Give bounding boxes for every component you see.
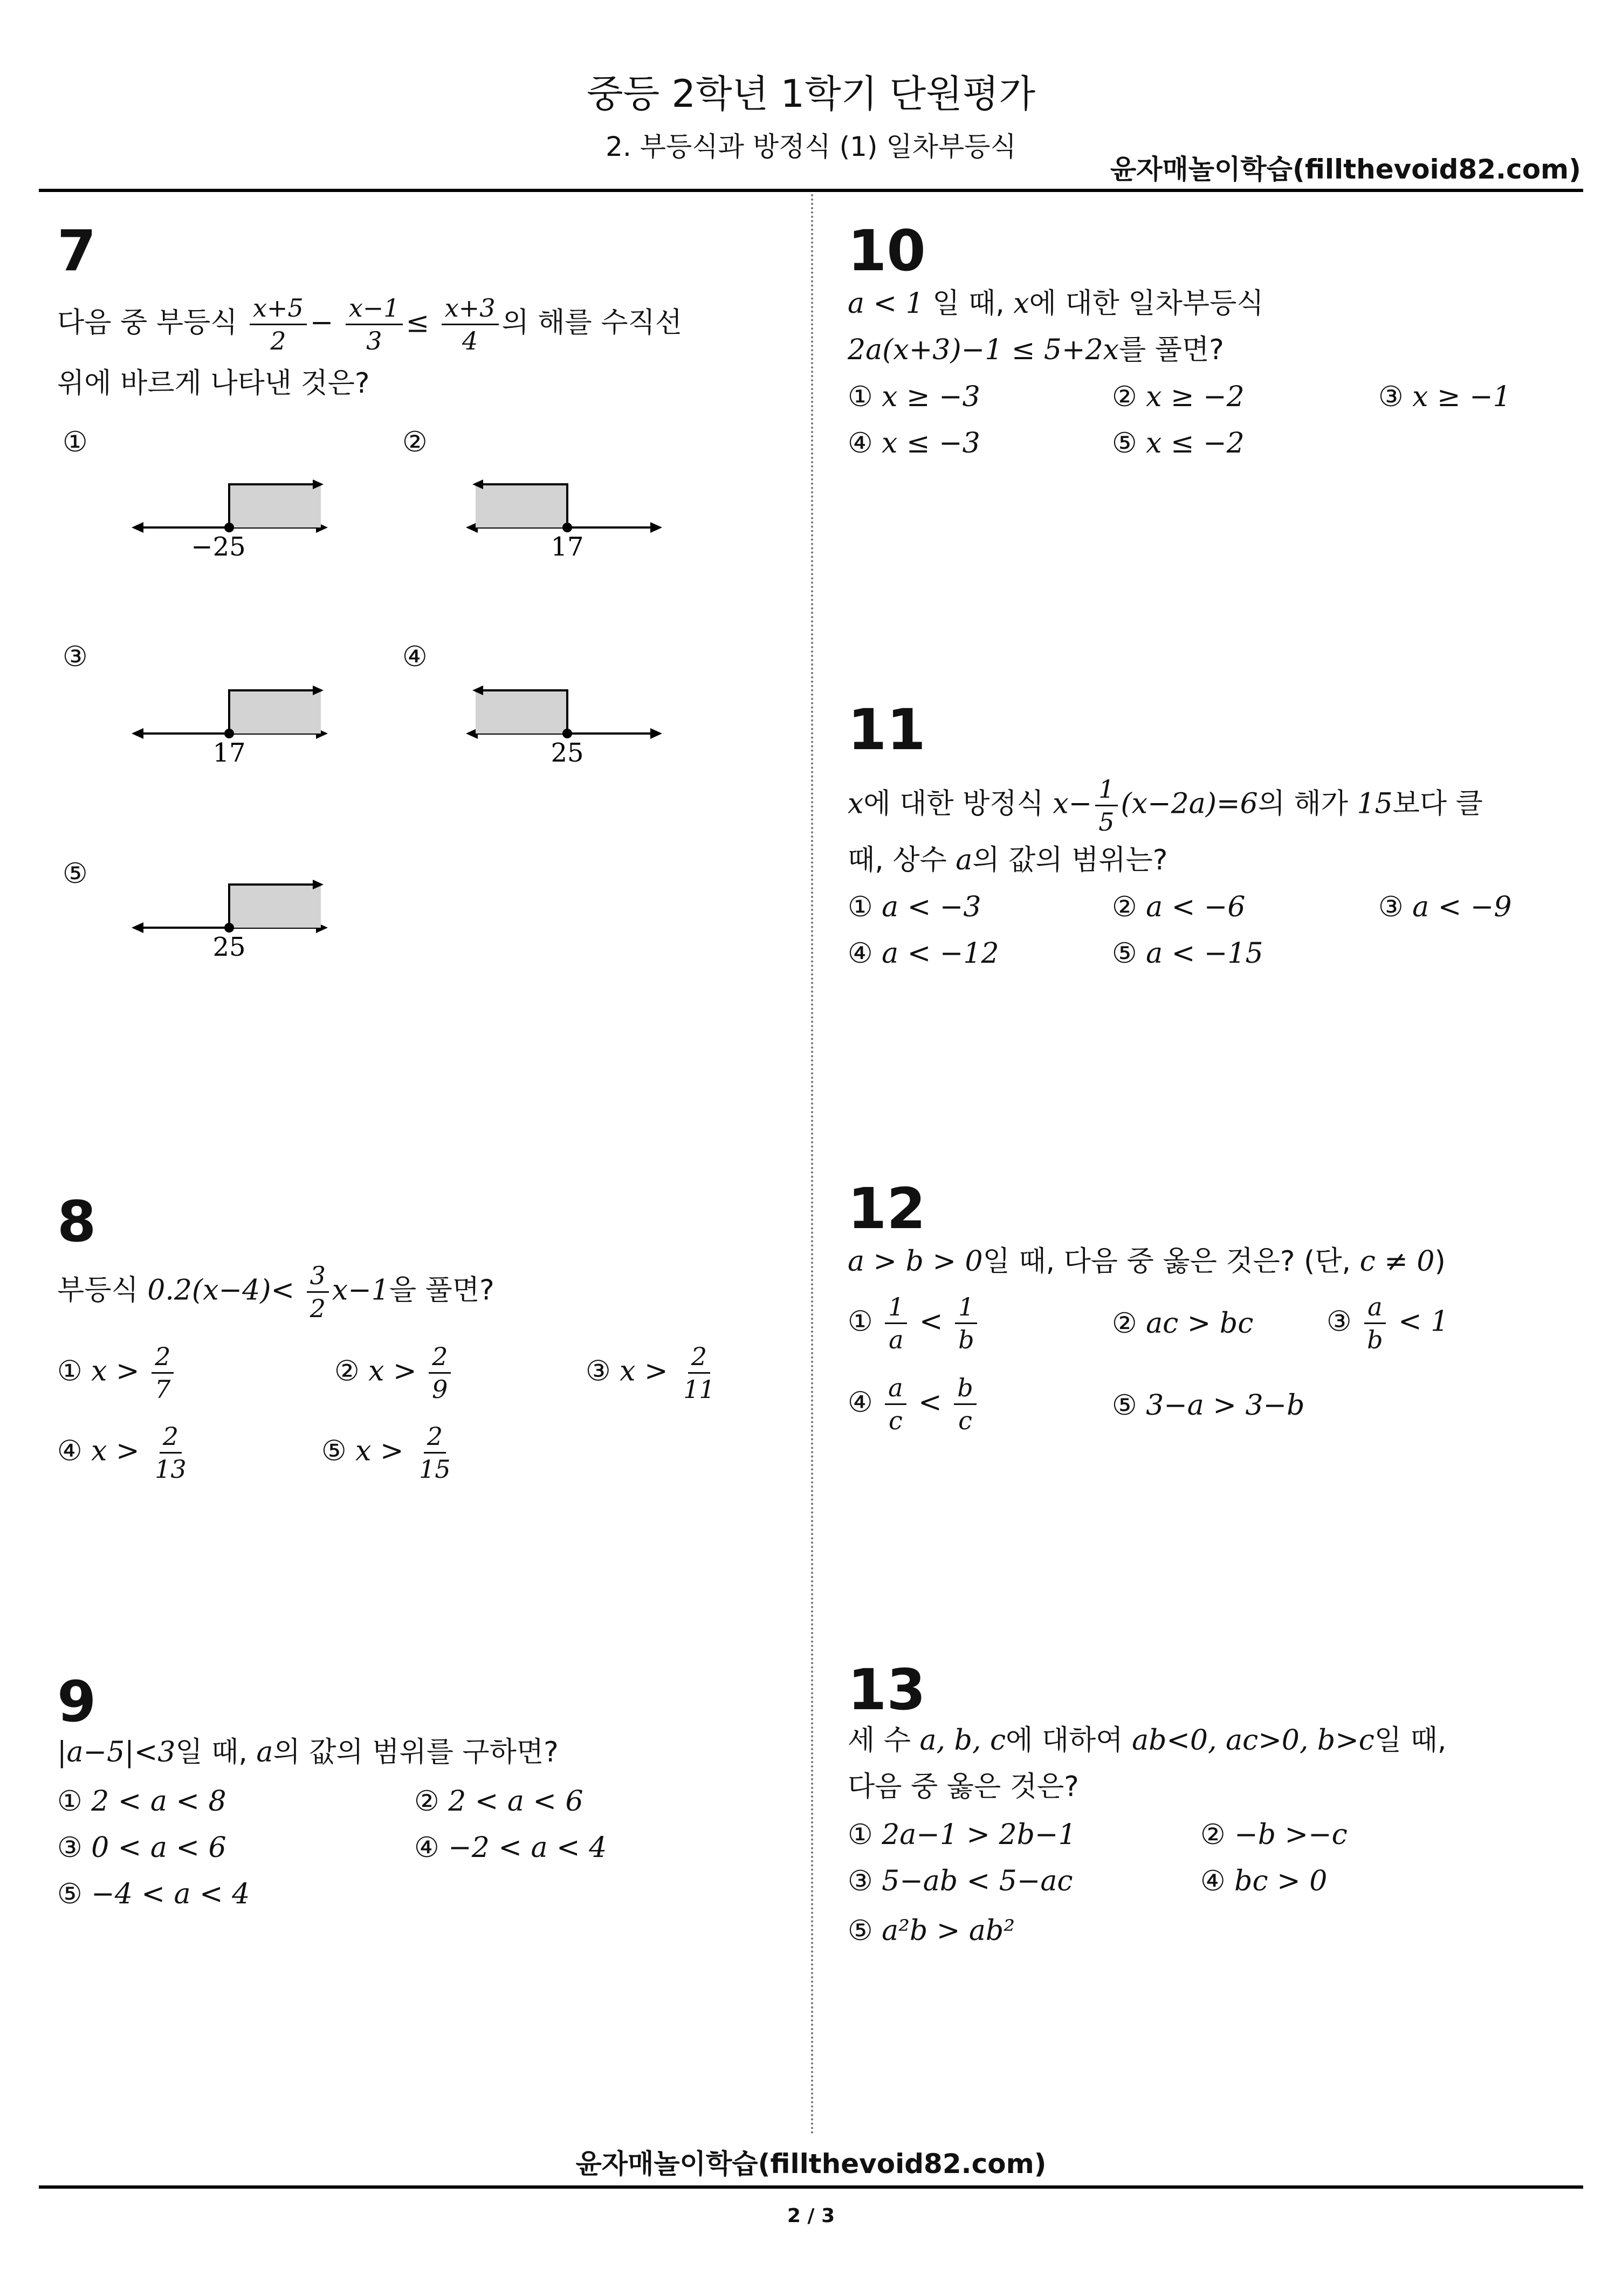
q13-choice-3[interactable] [848, 1865, 1073, 1897]
choice-text: x ≥ −3 [882, 381, 980, 413]
q11-f-denominator: 5 [1098, 807, 1115, 837]
q10-var: x [1013, 287, 1029, 320]
q7-f3-denominator: 4 [462, 326, 478, 355]
q7-stem-line2: 위에 바르게 나타낸 것은? [57, 367, 370, 400]
denominator: c [958, 1406, 972, 1435]
q9-choice-3[interactable] [57, 1832, 226, 1864]
choice-mark: ① [57, 1355, 83, 1388]
q9-expr: |a−5|<3 [57, 1736, 176, 1769]
choice-fraction [680, 1341, 718, 1405]
q11-t3: 보다 클 [1392, 787, 1483, 820]
solution-shade [229, 885, 321, 928]
q10-c1: a < 1 [848, 287, 924, 320]
choice-mark: ① [848, 381, 873, 413]
numerator: a [1364, 1291, 1385, 1324]
q7-choice-2-mark[interactable]: ② [402, 426, 428, 458]
q13-stem-line2: 다음 중 옳은 것은? [848, 1771, 1079, 1803]
q12-t1: 일 때, 다음 중 옳은 것은? (단, [982, 1245, 1351, 1278]
choice-text: 3−a > 3−b [1146, 1389, 1305, 1422]
choice-mark: ② [1112, 381, 1137, 413]
choice-text: a²b > ab² [882, 1915, 1015, 1947]
denominator: 7 [155, 1375, 171, 1404]
q12-choice-2[interactable] [1112, 1307, 1253, 1340]
q8-f-numerator: 3 [307, 1260, 329, 1293]
page-subtitle: 2. 부등식과 방정식 (1) 일차부등식 [606, 131, 1016, 162]
page-number: 2 / 3 [787, 2205, 835, 2227]
q8-expr2: x−1 [332, 1274, 389, 1307]
numerator: 1 [955, 1291, 977, 1324]
q13-choice-4[interactable] [1200, 1865, 1327, 1897]
q11-stem-line1 [848, 773, 1483, 838]
numerator: a [885, 1372, 906, 1405]
q13-stem-line1 [848, 1717, 1446, 1764]
q11-t2: 의 해가 [1257, 787, 1348, 820]
choice-mark: ② [1200, 1819, 1226, 1851]
boundary-label: 17 [212, 738, 246, 768]
q12-choice-5[interactable] [1112, 1389, 1304, 1422]
q7-fraction-3 [442, 292, 499, 357]
q13-t1: 세 수 [848, 1724, 911, 1757]
q10-choice-3[interactable] [1378, 381, 1511, 413]
q7-f2-denominator: 3 [366, 326, 382, 355]
choice-mark: ② [334, 1355, 360, 1388]
choice-fraction-b [954, 1372, 976, 1436]
choice-text: 2 < a < 8 [91, 1785, 226, 1818]
q13-choice-5[interactable] [848, 1915, 1015, 1947]
choice-text: 5−ab < 5−ac [882, 1865, 1073, 1897]
choice-prefix: x > [368, 1355, 417, 1388]
choice-mark: ⑤ [1112, 427, 1137, 460]
q10-expr: 2a(x+3)−1 ≤ 5+2x [848, 334, 1119, 366]
axis-arrow-left [132, 728, 143, 739]
q7-f1-denominator: 2 [270, 326, 286, 355]
q10-t2: 에 대한 일차부등식 [1029, 287, 1264, 320]
choice-text: a < −15 [1146, 937, 1263, 970]
q8-expr1: 0.2(x−4)< [147, 1274, 295, 1307]
numerator: b [954, 1372, 976, 1405]
q8-choice-4[interactable] [57, 1421, 193, 1485]
q10-stem-line1 [848, 280, 1264, 327]
boundary-point [224, 923, 234, 933]
choice-mark: ③ [1327, 1305, 1352, 1338]
solution-shade [229, 690, 321, 734]
choice-text: −4 < a < 4 [91, 1878, 250, 1910]
q11-t1: 에 대한 방정식 [863, 787, 1044, 820]
denominator: 15 [419, 1455, 451, 1484]
choice-text: x ≤ −2 [1146, 427, 1245, 460]
q10-t3: 를 풀면? [1119, 334, 1224, 366]
q7-choice-3-mark[interactable]: ③ [63, 641, 88, 673]
choice-text: a < −6 [1146, 891, 1246, 923]
q11-stem-line2 [848, 837, 1167, 883]
q11-var: x [848, 787, 864, 820]
q13-vars: a, b, c [919, 1724, 1006, 1757]
choice-fraction-b [955, 1291, 977, 1355]
q11-e2: (x−2a)=6 [1121, 787, 1258, 820]
denominator: 11 [683, 1375, 715, 1404]
solution-shade [476, 690, 567, 734]
choice-text: x ≥ −1 [1412, 381, 1511, 413]
choice-mark: ④ [848, 937, 873, 970]
choice-text: ac > bc [1146, 1307, 1254, 1340]
choice-mark: ⑤ [848, 1915, 873, 1947]
header-brand: 윤자매놀이학습(fillthevoid82.com) [1110, 154, 1581, 185]
choice-text: 0 < a < 6 [91, 1832, 226, 1864]
boundary-point [562, 729, 572, 738]
q10-stem-line2 [848, 327, 1224, 373]
q7-f3-numerator: x+3 [442, 292, 499, 325]
q11-fraction [1095, 773, 1117, 838]
choice-text: x ≥ −2 [1146, 381, 1245, 413]
numerator: 2 [429, 1341, 451, 1374]
choice-text: bc > 0 [1234, 1865, 1328, 1897]
choice-text: a < −9 [1412, 891, 1512, 923]
q11-f-numerator: 1 [1095, 773, 1117, 806]
choice-text: 2a−1 > 2b−1 [882, 1819, 1076, 1851]
choice-mark: ③ [848, 1865, 873, 1897]
solution-shade [476, 484, 567, 527]
choice-mark: ③ [1378, 891, 1404, 923]
q8-choice-2[interactable] [334, 1341, 454, 1405]
q7-minus: − [310, 306, 334, 339]
q13-choice-1[interactable] [848, 1819, 1076, 1851]
q10-choice-2[interactable] [1112, 381, 1245, 413]
footer-divider [39, 2185, 1583, 2189]
choice-mark: ⑤ [1112, 937, 1137, 970]
choice-mark: ① [57, 1785, 83, 1818]
column-divider [811, 194, 813, 2136]
q7-f1-numerator: x+5 [250, 292, 307, 325]
axis-arrow-right [650, 728, 662, 739]
choice-text: −2 < a < 4 [448, 1832, 607, 1864]
q8-post: 을 풀면? [389, 1274, 494, 1307]
choice-mark: ④ [57, 1435, 83, 1468]
choice-mark: ④ [414, 1832, 439, 1864]
q7-numberline-1 [129, 475, 334, 566]
denominator: b [1367, 1325, 1383, 1354]
q9-var: a [256, 1736, 273, 1769]
choice-prefix: x > [620, 1355, 668, 1388]
choice-prefix: x > [355, 1435, 404, 1468]
denominator: c [888, 1406, 903, 1435]
choice-operator: < [918, 1386, 942, 1419]
solution-shade [229, 484, 321, 527]
boundary-label: 25 [551, 738, 584, 768]
q11-line2b: 의 값의 범위는? [972, 844, 1168, 876]
q11-var2: a [956, 844, 973, 876]
choice-prefix: x > [91, 1435, 140, 1468]
q9-choice-1[interactable] [57, 1785, 226, 1818]
q11-n15: 15 [1357, 787, 1393, 820]
choice-text: a < −3 [882, 891, 981, 923]
q10-choice-1[interactable] [848, 381, 980, 413]
q8-f-denominator: 2 [310, 1294, 326, 1323]
q10-choice-5[interactable] [1112, 427, 1245, 460]
numerator: 2 [424, 1421, 446, 1454]
q7-lead: 다음 중 부등식 [57, 306, 238, 339]
q8-pre: 부등식 [57, 1274, 139, 1307]
q11-choice-1[interactable] [848, 891, 981, 923]
question-number-7: 7 [57, 218, 97, 284]
footer-brand: 윤자매놀이학습(fillthevoid82.com) [575, 2148, 1047, 2180]
choice-mark: ② [1112, 891, 1137, 923]
q7-f2-numerator: x−1 [346, 292, 403, 325]
choice-mark: ③ [1378, 381, 1404, 413]
choice-text: −b >−c [1234, 1819, 1348, 1851]
header-divider [39, 189, 1583, 192]
choice-mark: ③ [57, 1832, 83, 1864]
q7-numberline-3 [129, 681, 334, 772]
question-number-11: 11 [848, 697, 926, 763]
q7-numberline-5 [129, 875, 334, 967]
choice-mark: ④ [1200, 1865, 1226, 1897]
q11-choice-2[interactable] [1112, 891, 1245, 923]
q13-t3: 일 때, [1374, 1724, 1447, 1757]
q7-stem-line1 [57, 292, 682, 357]
choice-mark: ④ [848, 1386, 873, 1419]
numerator: 2 [688, 1341, 710, 1374]
choice-fraction [416, 1421, 454, 1485]
choice-text: x ≤ −3 [882, 427, 980, 460]
boundary-label: 25 [212, 932, 246, 962]
question-number-13: 13 [848, 1657, 926, 1723]
choice-fraction [1364, 1291, 1386, 1355]
choice-fraction-a [885, 1372, 906, 1436]
choice-mark: ② [1112, 1307, 1137, 1340]
q12-choice-4[interactable] [848, 1372, 980, 1436]
choice-prefix: x > [91, 1355, 140, 1388]
q8-choice-3[interactable] [586, 1341, 721, 1405]
denominator: 13 [155, 1455, 187, 1484]
q10-choice-4[interactable] [848, 427, 980, 460]
choice-operator: < [919, 1305, 943, 1338]
choice-mark: ① [848, 1819, 873, 1851]
numerator: 2 [160, 1421, 182, 1454]
q13-t2: 에 대하여 [1006, 1724, 1123, 1757]
axis-arrow-right [650, 522, 662, 533]
choice-mark: ⑤ [57, 1878, 83, 1910]
q12-cond: a > b > 0 [848, 1245, 983, 1278]
q8-choice-5[interactable] [321, 1421, 457, 1485]
q9-t2: 의 값의 범위를 구하면? [273, 1736, 559, 1769]
choice-mark: ① [848, 1305, 873, 1338]
q12-choice-1[interactable] [848, 1291, 981, 1355]
q8-fraction [307, 1260, 329, 1324]
q7-numberline-2 [464, 475, 669, 566]
choice-text: 2 < a < 6 [448, 1785, 583, 1818]
boundary-label: 17 [551, 532, 584, 562]
boundary-point [562, 523, 572, 532]
question-number-9: 9 [57, 1669, 97, 1735]
choice-tail: < 1 [1398, 1305, 1449, 1338]
q7-numberline-4 [464, 681, 669, 772]
choice-mark: ② [414, 1785, 439, 1818]
q7-leq: ≤ [406, 306, 430, 339]
choice-mark: ③ [586, 1355, 611, 1388]
q9-choice-5[interactable] [57, 1878, 250, 1910]
choice-text: a < −12 [882, 937, 999, 970]
q12-stem [848, 1238, 1446, 1285]
q10-t1: 일 때, [932, 287, 1005, 320]
q9-t1: 일 때, [175, 1736, 248, 1769]
numerator: 1 [885, 1291, 907, 1324]
page-title: 중등 2학년 1학기 단원평가 [586, 72, 1036, 116]
q9-stem [57, 1729, 559, 1776]
q12-choice-3[interactable] [1327, 1291, 1448, 1355]
q7-choice-5-mark[interactable]: ⑤ [63, 858, 88, 890]
boundary-point [224, 523, 234, 532]
q11-choice-4[interactable] [848, 937, 999, 970]
q8-stem [57, 1260, 494, 1324]
question-number-8: 8 [57, 1189, 97, 1255]
q7-choice-1-mark[interactable]: ① [63, 426, 88, 458]
boundary-label: −25 [191, 532, 246, 562]
denominator: 9 [432, 1375, 448, 1404]
choice-fraction [429, 1341, 451, 1405]
q11-choice-5[interactable] [1112, 937, 1263, 970]
choice-mark: ① [848, 891, 873, 923]
q12-cond2: c ≠ 0 [1359, 1245, 1435, 1278]
q9-choice-2[interactable] [414, 1785, 583, 1818]
choice-fraction [152, 1421, 190, 1485]
denominator: b [958, 1325, 974, 1354]
choice-mark: ⑤ [321, 1435, 347, 1468]
q12-t2: ) [1434, 1245, 1446, 1278]
choice-fraction-a [885, 1291, 907, 1355]
q7-fraction-2 [346, 292, 403, 357]
question-number-10: 10 [848, 218, 926, 284]
axis-arrow-left [132, 922, 143, 933]
boundary-point [224, 729, 234, 738]
q7-fraction-1 [250, 292, 307, 357]
choice-mark: ④ [848, 427, 873, 460]
q9-choice-4[interactable] [414, 1832, 607, 1864]
question-number-12: 12 [848, 1176, 926, 1242]
axis-arrow-left [132, 522, 143, 533]
denominator: a [889, 1325, 904, 1354]
q13-conds: ab<0, ac>0, b>c [1132, 1724, 1374, 1757]
q13-choice-2[interactable] [1200, 1819, 1348, 1851]
choice-fraction [152, 1341, 174, 1405]
choice-mark: ⑤ [1112, 1389, 1137, 1422]
q11-choice-3[interactable] [1378, 891, 1511, 923]
numerator: 2 [152, 1341, 174, 1374]
q11-line2a: 때, 상수 [848, 844, 947, 876]
q7-tail: 의 해를 수직선 [501, 306, 682, 339]
q8-choice-1[interactable] [57, 1341, 177, 1405]
q11-e1: x− [1053, 787, 1092, 820]
q7-choice-4-mark[interactable]: ④ [402, 641, 428, 673]
